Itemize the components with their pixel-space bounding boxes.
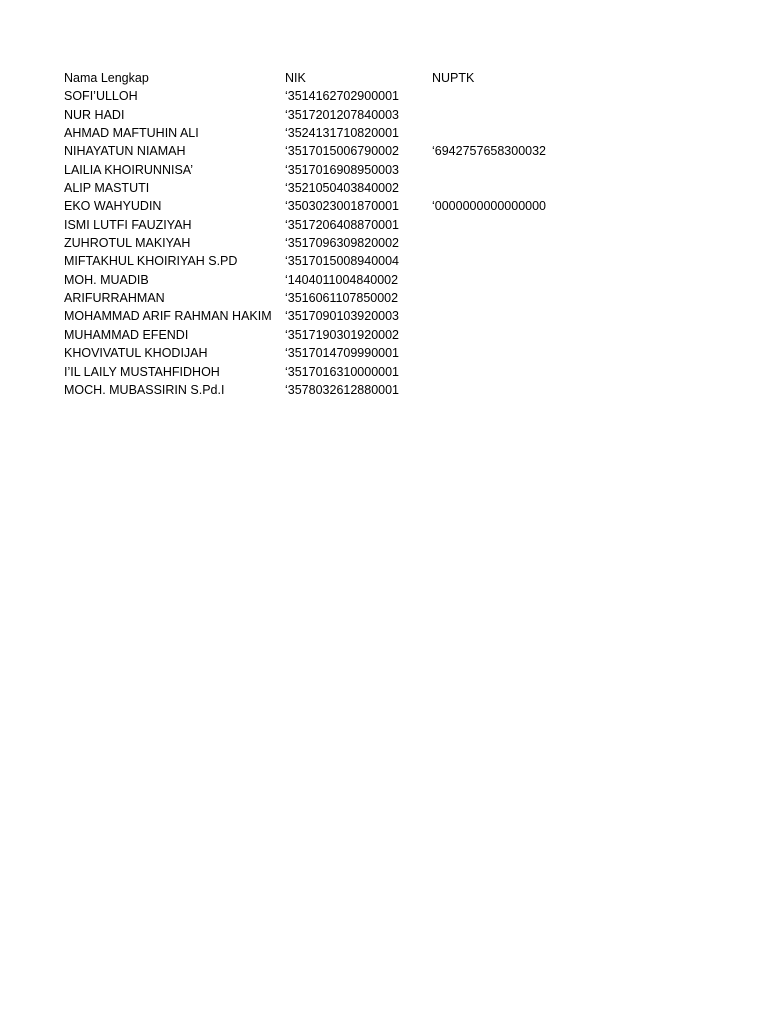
cell-nama-lengkap: MUHAMMAD EFENDI xyxy=(64,327,189,342)
header-nuptk: NUPTK xyxy=(432,71,475,85)
cell-nama-lengkap: ISMI LUTFI FAUZIYAH xyxy=(64,217,192,232)
cell-nik: ‘3521050403840002 xyxy=(285,181,400,196)
cell-nik: ‘3514162702900001 xyxy=(285,89,400,104)
cell-nuptk: ‘0000000000000000 xyxy=(432,199,547,214)
cell-nik: ‘3517016310000001 xyxy=(285,364,400,379)
header-nik: NIK xyxy=(285,71,306,85)
cell-nama-lengkap: I’IL LAILY MUSTAHFIDHOH xyxy=(64,364,220,379)
cell-nik: ‘3524131710820001 xyxy=(285,126,400,141)
cell-nik: ‘3517201207840003 xyxy=(285,107,400,122)
cell-nik: ‘3517015008940004 xyxy=(285,254,400,269)
cell-nik: ‘3517206408870001 xyxy=(285,217,400,232)
cell-nik: ‘3517090103920003 xyxy=(285,309,400,324)
cell-nik: ‘1404011004840002 xyxy=(285,272,399,287)
cell-nik: ‘3517190301920002 xyxy=(285,327,400,342)
cell-nama-lengkap: MIFTAKHUL KHOIRIYAH S.PD xyxy=(64,254,238,269)
cell-nama-lengkap: LAILIA KHOIRUNNISA’ xyxy=(64,162,193,177)
cell-nama-lengkap: SOFI’ULLOH xyxy=(64,89,138,104)
cell-nama-lengkap: KHOVIVATUL KHODIJAH xyxy=(64,346,208,361)
cell-nik: ‘3578032612880001 xyxy=(285,382,400,397)
cell-nik: ‘3517096309820002 xyxy=(285,236,400,251)
cell-nik: ‘3517014709990001 xyxy=(285,346,400,361)
cell-nama-lengkap: NIHAYATUN NIAMAH xyxy=(64,144,186,159)
cell-nama-lengkap: MOCH. MUBASSIRIN S.Pd.I xyxy=(64,382,225,397)
cell-nama-lengkap: ALIP MASTUTI xyxy=(64,181,150,196)
header-nama-lengkap: Nama Lengkap xyxy=(64,71,149,85)
cell-nik: ‘3517015006790002 xyxy=(285,144,400,159)
cell-nama-lengkap: AHMAD MAFTUHIN ALI xyxy=(64,126,199,141)
cell-nik: ‘3517016908950003 xyxy=(285,162,400,177)
cell-nik: ‘3516061107850002 xyxy=(285,291,399,306)
cell-nama-lengkap: ARIFURRAHMAN xyxy=(64,291,165,306)
cell-nama-lengkap: EKO WAHYUDIN xyxy=(64,199,162,214)
cell-nama-lengkap: MOHAMMAD ARIF RAHMAN HAKIM xyxy=(64,309,272,324)
cell-nik: ‘3503023001870001 xyxy=(285,199,400,214)
cell-nama-lengkap: MOH. MUADIB xyxy=(64,272,149,287)
cell-nama-lengkap: NUR HADI xyxy=(64,107,125,122)
cell-nuptk: ‘6942757658300032 xyxy=(432,144,547,159)
cell-nama-lengkap: ZUHROTUL MAKIYAH xyxy=(64,236,191,251)
